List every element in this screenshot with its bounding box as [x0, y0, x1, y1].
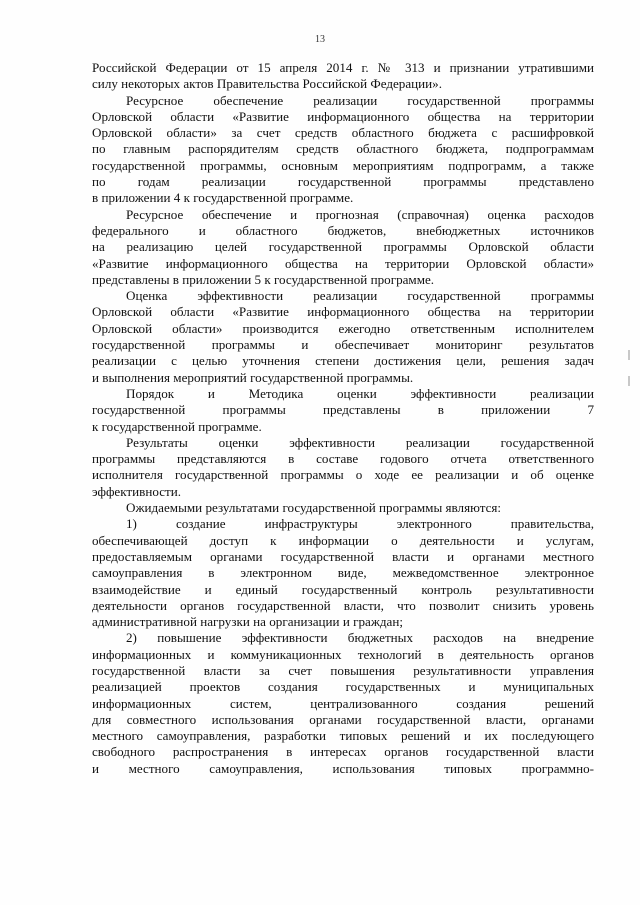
- text-line: в приложении 4 к государственной программе.: [92, 190, 354, 206]
- text-line: реализацией проектов создания государственных и муниципальных: [92, 679, 594, 695]
- scan-margin-mark: [628, 350, 630, 360]
- text-line: Ресурсное обеспечение и прогнозная (справочная) оценка расходов: [126, 206, 594, 222]
- text-line: государственной программы, основным мероприятиям подпрограмм, а также: [92, 157, 594, 173]
- text-line: силу некоторых актов Правительства Российской Федерации».: [92, 76, 443, 92]
- text-line: взаимодействие и единый государственный контроль результативности: [92, 581, 594, 597]
- text-line: административной нагрузки на организации и граждан;: [92, 614, 404, 630]
- text-line: свободного распространения в интересах органов государственной власти: [92, 744, 594, 760]
- text-line: Орловской области «Развитие информационного общества на территории: [92, 108, 594, 124]
- body-text: [92, 60, 594, 777]
- text-line: федерального и областного бюджетов, внебюджетных источников: [92, 222, 594, 238]
- scan-margin-mark: [628, 376, 630, 386]
- text-line: и выполнения мероприятий государственной программы.: [92, 369, 414, 385]
- text-line: государственной программы представлены в приложении 7: [92, 402, 594, 418]
- text-line: по годам реализации государственной программы представлено: [92, 174, 594, 190]
- text-line: на реализацию целей государственной программы Орловской области: [92, 239, 594, 255]
- text-line: 1) создание инфраструктуры электронного правительства,: [126, 516, 594, 532]
- text-line: Ресурсное обеспечение реализации государственной программы: [126, 92, 594, 108]
- text-line: 2) повышение эффективности бюджетных расходов на внедрение: [126, 630, 594, 646]
- text-line: информационных систем, централизованного создания решений: [92, 695, 594, 711]
- text-line: программы представляются в составе годового отчета ответственного: [92, 451, 594, 467]
- text-line: государственной власти за счет повышения результативности управления: [92, 662, 594, 678]
- text-line: по главным распорядителям средств областного бюджета, подпрограммам: [92, 141, 594, 157]
- text-line: информационных и коммуникационных технологий в деятельность органов: [92, 646, 594, 662]
- text-line: Орловской области» производится ежегодно ответственным исполнителем: [92, 320, 594, 336]
- text-line: обеспечивающей доступ к информации о деятельности и услугам,: [92, 532, 594, 548]
- text-line: предоставляемым органами государственной власти и органами местного: [92, 548, 594, 564]
- text-line: Результаты оценки эффективности реализации государственной: [126, 434, 594, 450]
- text-line: представлены в приложении 5 к государственной программе.: [92, 271, 435, 287]
- text-line: местного самоуправления, разработки типовых решений и их последующего: [92, 728, 594, 744]
- text-line: реализации с целью уточнения степени достижения цели, решения задач: [92, 353, 594, 369]
- text-line: Порядок и Методика оценки эффективности реализации: [126, 385, 594, 401]
- text-line: для совместного использования органами государственной власти, органами: [92, 711, 594, 727]
- text-line: Оценка эффективности реализации государственной программы: [126, 288, 594, 304]
- page-number: 13: [315, 34, 325, 45]
- text-line: деятельности органов государственной власти, что позволит снизить уровень: [92, 597, 594, 613]
- text-line: Орловской области «Развитие информационного общества на территории: [92, 304, 594, 320]
- text-line: эффективности.: [92, 483, 182, 499]
- text-line: Ожидаемыми результатами государственной программы являются:: [126, 500, 502, 516]
- text-line: «Развитие информационного общества на территории Орловской области»: [92, 255, 594, 271]
- text-line: государственной программы и обеспечивает мониторинг результатов: [92, 337, 594, 353]
- text-line: Российской Федерации от 15 апреля 2014 г. № 313 и признании утратившими: [92, 60, 594, 75]
- text-line: Орловской области» за счет средств областного бюджета с расшифровкой: [92, 125, 594, 141]
- text-line: и местного самоуправления, использования типовых программно-: [92, 760, 594, 776]
- text-line: к государственной программе.: [92, 418, 262, 434]
- text-line: самоуправления в электронном виде, межведомственное электронное: [92, 565, 594, 581]
- text-line: исполнителя государственной программы о ходе ее реализации и об оценке: [92, 467, 594, 483]
